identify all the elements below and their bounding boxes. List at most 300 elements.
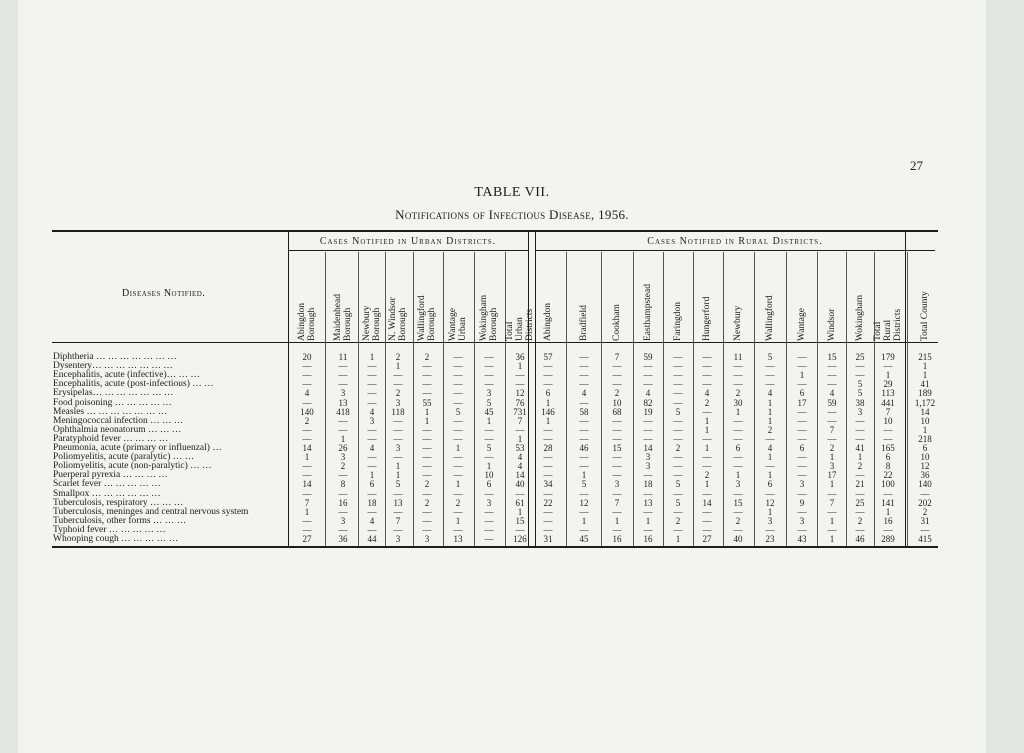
table-cell: — bbox=[797, 506, 807, 517]
table-cell: — bbox=[393, 488, 403, 499]
table-cell: 1 bbox=[767, 397, 773, 408]
table-cell: — bbox=[367, 452, 377, 463]
table-cell: 3 bbox=[395, 397, 401, 408]
table-cell: 2 bbox=[614, 388, 620, 399]
table-cell: 10 bbox=[920, 415, 930, 426]
table-cell: 41 bbox=[855, 443, 865, 453]
table-cell: — bbox=[827, 433, 837, 444]
table-cell: — bbox=[702, 524, 712, 535]
table-cell: — bbox=[702, 515, 712, 526]
table-cell: — bbox=[883, 361, 893, 372]
table-cell: 1 bbox=[517, 361, 523, 372]
table-cell: 13 bbox=[453, 534, 463, 544]
column-header: Faringdon bbox=[673, 301, 683, 341]
table-cell: — bbox=[673, 433, 683, 444]
disease-label: Scarlet fever … … … … … bbox=[53, 479, 161, 490]
table-cell: — bbox=[484, 524, 494, 535]
group-rule-urban bbox=[288, 250, 528, 251]
table-cell: 13 bbox=[338, 397, 348, 408]
table-cell: — bbox=[367, 379, 377, 390]
table-cell: — bbox=[338, 524, 348, 535]
table-cell: — bbox=[643, 488, 653, 499]
table-cell: — bbox=[515, 379, 525, 390]
table-cell: — bbox=[579, 524, 589, 535]
table-cell: 12 bbox=[765, 497, 775, 508]
disease-label: Poliomyelitis, acute (non-paralytic) … … bbox=[53, 461, 212, 472]
table-cell: — bbox=[702, 506, 712, 517]
table-cell: 2 bbox=[735, 388, 741, 399]
table-cell: 25 bbox=[855, 497, 865, 508]
table-cell: — bbox=[733, 379, 743, 390]
table-cell: 4 bbox=[517, 452, 523, 463]
table-cell: 140 bbox=[918, 479, 932, 490]
table-cell: — bbox=[673, 461, 683, 472]
disease-label: Encephalitis, acute (infective)… … … bbox=[53, 370, 200, 381]
table-cell: — bbox=[543, 506, 553, 517]
table-cell: 100 bbox=[881, 479, 895, 490]
table-cell: — bbox=[302, 461, 312, 472]
disease-label: Tuberculosis, respiratory … … … bbox=[53, 497, 184, 508]
table-cell: — bbox=[543, 515, 553, 526]
table-cell: — bbox=[515, 370, 525, 381]
table-cell: — bbox=[733, 424, 743, 435]
table-cell: 16 bbox=[643, 534, 653, 544]
disease-label: Food poisoning … … … … … bbox=[53, 397, 172, 408]
table-cell: 6 bbox=[767, 479, 773, 490]
table-cell: 1 bbox=[545, 415, 551, 426]
table-cell: — bbox=[827, 506, 837, 517]
table-cell: 1 bbox=[735, 406, 741, 417]
table-cell: 1 bbox=[424, 406, 430, 417]
table-cell: 5 bbox=[486, 443, 492, 453]
table-cell: — bbox=[367, 361, 377, 372]
table-cell: — bbox=[543, 424, 553, 435]
disease-label: Diphtheria … … … … … … … bbox=[53, 352, 177, 362]
table-cell: — bbox=[579, 352, 589, 362]
table-cell: 2 bbox=[395, 352, 401, 362]
table-cell: 2 bbox=[424, 352, 430, 362]
table-cell: 14 bbox=[302, 443, 312, 453]
table-cell: — bbox=[733, 370, 743, 381]
table-cell: 14 bbox=[643, 443, 653, 453]
table-cell: — bbox=[765, 524, 775, 535]
table-cell: 30 bbox=[733, 397, 743, 408]
disease-label: Ophthalmia neonatorum … … … bbox=[53, 424, 182, 435]
table-cell: 25 bbox=[855, 352, 865, 362]
table-cell: — bbox=[673, 361, 683, 372]
table-cell: 22 bbox=[543, 497, 553, 508]
table-cell: — bbox=[797, 361, 807, 372]
table-cell: — bbox=[855, 424, 865, 435]
table-cell: 189 bbox=[918, 388, 932, 399]
table-cell: 5 bbox=[455, 406, 461, 417]
table-cell: — bbox=[612, 415, 622, 426]
urban-group-header: Cases Notified in Urban Districts. bbox=[319, 236, 497, 247]
table-cell: 4 bbox=[369, 443, 375, 453]
table-cell: — bbox=[733, 524, 743, 535]
table-cell: 3 bbox=[340, 388, 346, 399]
table-cell: — bbox=[393, 415, 403, 426]
table-cell: — bbox=[702, 433, 712, 444]
table-cell: 5 bbox=[395, 479, 401, 490]
table-cell: 1 bbox=[517, 506, 523, 517]
table-cell: 1 bbox=[922, 424, 928, 435]
disease-label: Paratyphoid fever … … … … bbox=[53, 433, 169, 444]
table-cell: — bbox=[643, 379, 653, 390]
table-cell: — bbox=[484, 515, 494, 526]
table-cell: 2 bbox=[857, 461, 863, 472]
table-cell: 731 bbox=[513, 406, 527, 417]
table-cell: 118 bbox=[391, 406, 405, 417]
table-cell: 126 bbox=[513, 534, 527, 544]
table-cell: 12 bbox=[920, 461, 930, 472]
table-cell: 4 bbox=[645, 388, 651, 399]
table-cell: — bbox=[643, 361, 653, 372]
table-cell: 4 bbox=[369, 406, 375, 417]
table-cell: — bbox=[733, 433, 743, 444]
table-cell: 1 bbox=[704, 443, 710, 453]
table-cell: — bbox=[453, 379, 463, 390]
table-cell: 3 bbox=[486, 388, 492, 399]
table-cell: 1 bbox=[885, 370, 891, 381]
table-cell: — bbox=[302, 515, 312, 526]
table-cell: — bbox=[422, 524, 432, 535]
disease-label: Puerperal pyrexia … … … … bbox=[53, 470, 168, 481]
table-cell: 1 bbox=[614, 515, 620, 526]
disease-label: Smallpox … … … … … … bbox=[53, 488, 161, 499]
table-cell: 16 bbox=[883, 515, 893, 526]
table-cell: — bbox=[673, 352, 683, 362]
table-cell: — bbox=[484, 534, 494, 544]
table-cell: — bbox=[453, 470, 463, 481]
table-cell: 5 bbox=[581, 479, 587, 490]
table-cell: — bbox=[883, 524, 893, 535]
table-cell: 59 bbox=[827, 397, 837, 408]
table-cell: — bbox=[612, 361, 622, 372]
table-cell: 1 bbox=[704, 424, 710, 435]
table-cell: 9 bbox=[799, 497, 805, 508]
table-cell: 13 bbox=[393, 497, 403, 508]
table-cell: — bbox=[612, 506, 622, 517]
column-header: Newbury bbox=[733, 305, 743, 341]
table-cell: 36 bbox=[338, 534, 348, 544]
table-cell: — bbox=[579, 452, 589, 463]
table-cell: 1 bbox=[395, 361, 401, 372]
table-cell: 3 bbox=[645, 461, 651, 472]
table-cell: 1 bbox=[767, 506, 773, 517]
table-cell: 3 bbox=[486, 497, 492, 508]
table-cell: — bbox=[765, 488, 775, 499]
column-header: Abingdon Borough bbox=[297, 303, 317, 341]
table-cell: 11 bbox=[338, 352, 348, 362]
table-cell: 21 bbox=[855, 479, 865, 490]
table-cell: 14 bbox=[302, 479, 312, 490]
table-cell: 4 bbox=[581, 388, 587, 399]
table-cell: — bbox=[920, 524, 930, 535]
column-header: Total Urban Districts bbox=[505, 308, 535, 341]
table-cell: 36 bbox=[515, 352, 525, 362]
table-cell: 6 bbox=[369, 479, 375, 490]
table-cell: 3 bbox=[857, 406, 863, 417]
disease-label: Meningococcal infection … … … bbox=[53, 415, 184, 426]
table-cell: 15 bbox=[612, 443, 622, 453]
top-rule bbox=[52, 230, 938, 232]
table-cell: — bbox=[515, 424, 525, 435]
table-cell: — bbox=[643, 433, 653, 444]
table-cell: 441 bbox=[881, 397, 895, 408]
table-cell: — bbox=[422, 515, 432, 526]
column-header: N. Windsor Borough bbox=[388, 297, 408, 341]
table-cell: — bbox=[393, 433, 403, 444]
table-cell: 1 bbox=[735, 470, 741, 481]
table-cell: — bbox=[702, 352, 712, 362]
column-header: Newbury Borough bbox=[362, 305, 382, 341]
table-cell: 14 bbox=[515, 470, 525, 481]
disease-label: Erysipelas… … … … … … … bbox=[53, 388, 174, 399]
table-cell: — bbox=[484, 424, 494, 435]
table-cell: — bbox=[338, 415, 348, 426]
table-cell: — bbox=[484, 506, 494, 517]
table-cell: 1 bbox=[455, 479, 461, 490]
column-header: Total Rural Districts bbox=[873, 308, 903, 341]
table-cell: 146 bbox=[541, 406, 555, 417]
table-cell: — bbox=[702, 452, 712, 463]
disease-label: Poliomyelitis, acute (paralytic) … … bbox=[53, 452, 195, 463]
table-cell: 3 bbox=[829, 461, 835, 472]
table-cell: 3 bbox=[369, 415, 375, 426]
table-cell: 20 bbox=[302, 352, 312, 362]
table-cell: 58 bbox=[579, 406, 589, 417]
table-cell: — bbox=[367, 397, 377, 408]
table-cell: 1 bbox=[799, 370, 805, 381]
table-cell: 1 bbox=[645, 515, 651, 526]
table-cell: — bbox=[515, 524, 525, 535]
table-cell: — bbox=[422, 470, 432, 481]
table-cell: 2 bbox=[922, 506, 928, 517]
table-cell: 7 bbox=[614, 497, 620, 508]
table-cell: — bbox=[702, 370, 712, 381]
table-cell: — bbox=[393, 370, 403, 381]
table-cell: — bbox=[338, 361, 348, 372]
table-cell: 18 bbox=[643, 479, 653, 490]
table-cell: — bbox=[484, 379, 494, 390]
table-cell: — bbox=[579, 433, 589, 444]
table-cell: — bbox=[453, 424, 463, 435]
table-cell: 7 bbox=[395, 515, 401, 526]
table-cell: 31 bbox=[920, 515, 930, 526]
table-cell: — bbox=[302, 433, 312, 444]
table-cell: — bbox=[367, 370, 377, 381]
column-header: Hungerford bbox=[702, 296, 712, 341]
table-cell: 16 bbox=[612, 534, 622, 544]
table-cell: 5 bbox=[675, 406, 681, 417]
table-cell: 53 bbox=[515, 443, 525, 453]
table-cell: — bbox=[673, 470, 683, 481]
table-cell: — bbox=[302, 370, 312, 381]
table-cell: — bbox=[453, 361, 463, 372]
table-cell: 15 bbox=[827, 352, 837, 362]
disease-label: Whooping cough … … … … … bbox=[53, 534, 179, 544]
table-cell: 12 bbox=[515, 388, 525, 399]
table-cell: 5 bbox=[857, 388, 863, 399]
table-cell: — bbox=[367, 506, 377, 517]
table-cell: — bbox=[765, 379, 775, 390]
table-cell: 10 bbox=[920, 452, 930, 463]
table-cell: — bbox=[453, 352, 463, 362]
table-cell: 2 bbox=[704, 397, 710, 408]
table-cell: — bbox=[643, 370, 653, 381]
table-cell: — bbox=[453, 388, 463, 399]
table-cell: — bbox=[338, 379, 348, 390]
table-cell: — bbox=[543, 488, 553, 499]
table-cell: — bbox=[338, 370, 348, 381]
table-cell: 1 bbox=[395, 470, 401, 481]
table-cell: 1 bbox=[922, 361, 928, 372]
table-cell: 4 bbox=[304, 388, 310, 399]
table-cell: — bbox=[338, 424, 348, 435]
table-cell: 5 bbox=[767, 352, 773, 362]
table-cell: 1 bbox=[767, 470, 773, 481]
table-cell: 12 bbox=[579, 497, 589, 508]
table-cell: 7 bbox=[517, 415, 523, 426]
table-cell: 1 bbox=[704, 415, 710, 426]
table-cell: — bbox=[367, 424, 377, 435]
table-cell: 15 bbox=[733, 497, 743, 508]
column-header: Cookham bbox=[612, 304, 622, 341]
table-cell: 6 bbox=[885, 452, 891, 463]
table-cell: 3 bbox=[767, 515, 773, 526]
table-cell: — bbox=[543, 379, 553, 390]
table-cell: — bbox=[393, 379, 403, 390]
table-cell: 41 bbox=[920, 379, 930, 390]
table-cell: 3 bbox=[424, 534, 430, 544]
table-cell: — bbox=[797, 379, 807, 390]
table-cell: 27 bbox=[702, 534, 712, 544]
table-cell: — bbox=[612, 370, 622, 381]
table-cell: — bbox=[579, 424, 589, 435]
table-cell: 7 bbox=[304, 497, 310, 508]
table-cell: 1 bbox=[517, 433, 523, 444]
table-cell: — bbox=[367, 461, 377, 472]
table-subtitle: Notifications of Infectious Disease, 1956. bbox=[395, 207, 629, 222]
table-cell: 7 bbox=[829, 497, 835, 508]
table-cell: — bbox=[453, 488, 463, 499]
table-cell: 1 bbox=[486, 415, 492, 426]
table-cell: 3 bbox=[799, 479, 805, 490]
table-cell: — bbox=[855, 488, 865, 499]
table-cell: 3 bbox=[340, 452, 346, 463]
table-cell: — bbox=[484, 370, 494, 381]
table-cell: 1 bbox=[829, 479, 835, 490]
table-cell: 1 bbox=[857, 452, 863, 463]
table-cell: — bbox=[422, 433, 432, 444]
table-cell: 2 bbox=[704, 470, 710, 481]
table-cell: — bbox=[673, 452, 683, 463]
table-cell: — bbox=[797, 524, 807, 535]
table-cell: 2 bbox=[304, 415, 310, 426]
table-cell: 6 bbox=[799, 443, 805, 453]
table-cell: 1 bbox=[829, 515, 835, 526]
table-cell: — bbox=[827, 379, 837, 390]
table-cell: — bbox=[453, 433, 463, 444]
table-cell: — bbox=[302, 397, 312, 408]
table-cell: 2 bbox=[735, 515, 741, 526]
table-cell: 6 bbox=[922, 443, 928, 453]
table-cell: 8 bbox=[885, 461, 891, 472]
table-cell: — bbox=[855, 370, 865, 381]
table-cell: 418 bbox=[336, 406, 350, 417]
table-cell: 27 bbox=[302, 534, 312, 544]
table-cell: 215 bbox=[918, 352, 932, 362]
table-cell: — bbox=[855, 470, 865, 481]
table-cell: — bbox=[302, 524, 312, 535]
table-cell: — bbox=[673, 488, 683, 499]
table-cell: — bbox=[702, 361, 712, 372]
table-cell: 14 bbox=[920, 406, 930, 417]
table-cell: — bbox=[797, 452, 807, 463]
page-number: 27 bbox=[910, 158, 923, 173]
table-cell: — bbox=[453, 370, 463, 381]
table-cell: — bbox=[393, 452, 403, 463]
table-cell: — bbox=[765, 461, 775, 472]
table-cell: — bbox=[855, 524, 865, 535]
table-cell: — bbox=[422, 443, 432, 453]
table-cell: — bbox=[797, 470, 807, 481]
table-cell: 1 bbox=[424, 415, 430, 426]
table-cell: — bbox=[673, 379, 683, 390]
table-cell: 1 bbox=[767, 452, 773, 463]
table-cell: 38 bbox=[855, 397, 865, 408]
table-cell: — bbox=[579, 488, 589, 499]
table-cell: — bbox=[855, 361, 865, 372]
table-cell: 4 bbox=[704, 388, 710, 399]
table-cell: 3 bbox=[614, 479, 620, 490]
table-cell: 1 bbox=[704, 479, 710, 490]
table-cell: — bbox=[827, 370, 837, 381]
table-cell: 3 bbox=[735, 479, 741, 490]
table-cell: 4 bbox=[829, 388, 835, 399]
table-cell: — bbox=[422, 488, 432, 499]
column-header: Wallingford Borough bbox=[417, 295, 437, 341]
table-cell: 6 bbox=[799, 388, 805, 399]
table-cell: — bbox=[797, 406, 807, 417]
table-cell: — bbox=[612, 470, 622, 481]
table-cell: — bbox=[579, 461, 589, 472]
table-cell: — bbox=[883, 488, 893, 499]
table-cell: 1 bbox=[829, 452, 835, 463]
table-cell: 218 bbox=[918, 433, 932, 444]
table-cell: 17 bbox=[827, 470, 837, 481]
table-cell: 44 bbox=[367, 534, 377, 544]
table-cell: — bbox=[484, 488, 494, 499]
table-cell: — bbox=[422, 461, 432, 472]
table-cell: 28 bbox=[543, 443, 553, 453]
table-cell: 2 bbox=[857, 515, 863, 526]
disease-label: Tuberculosis, other forms … … … bbox=[53, 515, 187, 526]
table-cell: 2 bbox=[395, 388, 401, 399]
table-cell: — bbox=[733, 488, 743, 499]
table-cell: 1 bbox=[675, 534, 681, 544]
table-cell: — bbox=[765, 433, 775, 444]
table-cell: — bbox=[579, 397, 589, 408]
table-cell: 2 bbox=[424, 479, 430, 490]
table-cell: 4 bbox=[369, 515, 375, 526]
table-cell: — bbox=[827, 406, 837, 417]
disease-label: Measles … … … … … … … bbox=[53, 406, 168, 417]
header-rule bbox=[52, 342, 938, 343]
rural-group-header: Cases Notified in Rural Districts. bbox=[647, 236, 823, 247]
table-cell: 1 bbox=[455, 443, 461, 453]
